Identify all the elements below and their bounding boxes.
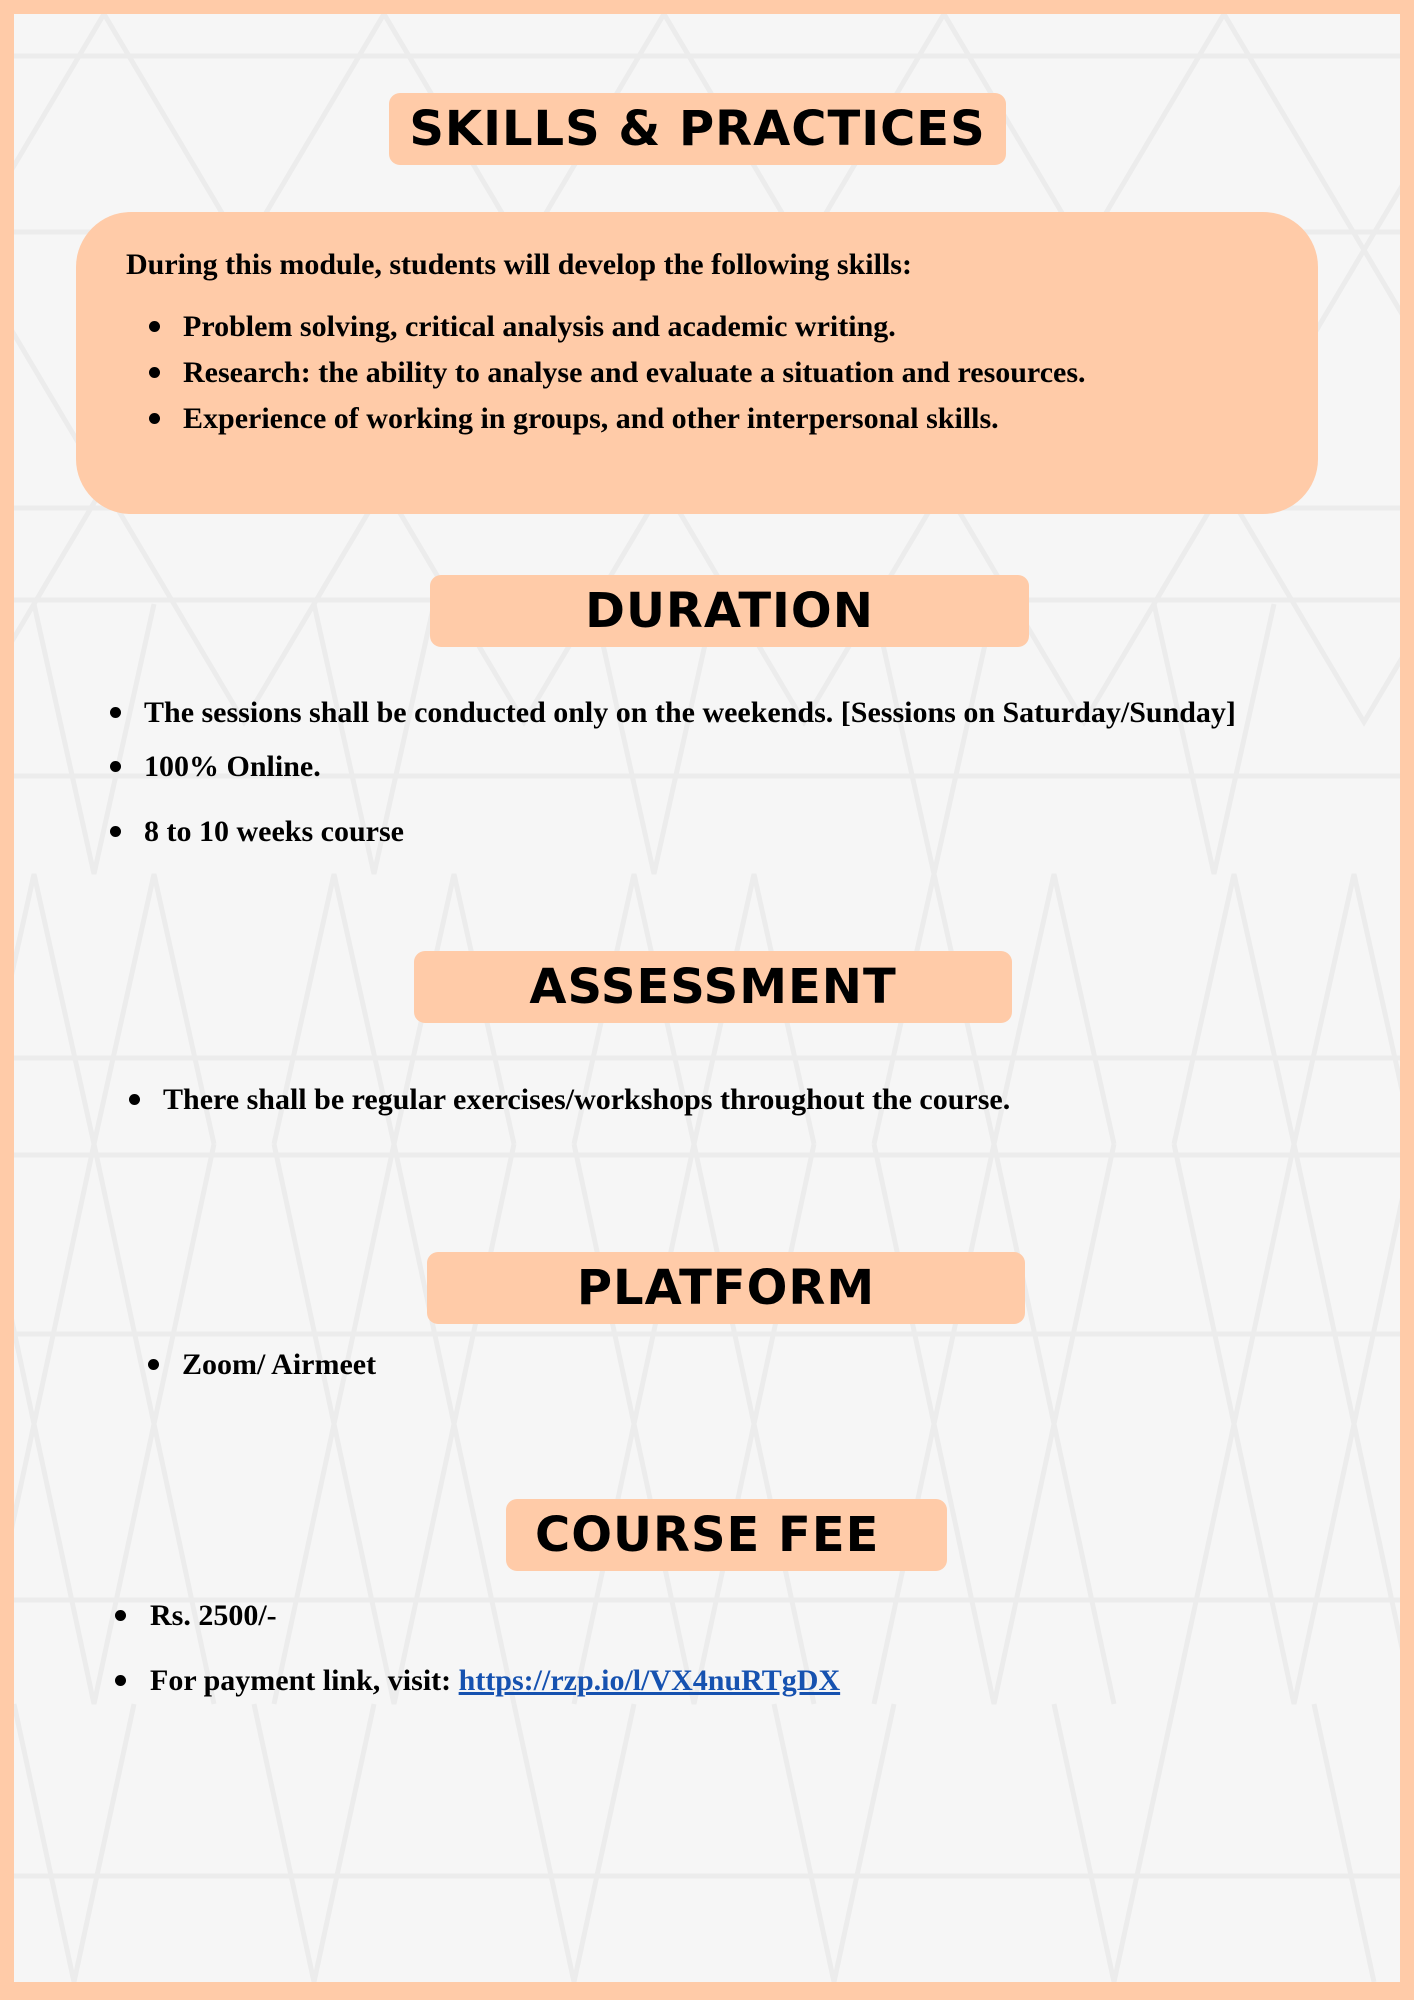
bullet-icon <box>148 1359 159 1370</box>
bullet-icon <box>149 321 160 332</box>
assessment-item: There shall be regular exercises/workshops throughout the course. <box>163 1083 1011 1116</box>
bullet-icon <box>115 1675 126 1686</box>
course-fee-heading: COURSE FEE <box>506 1499 947 1571</box>
skills-intro: During this module, students will develop the following skills: <box>126 248 912 281</box>
duration-item: 100% Online. <box>144 750 321 783</box>
bullet-icon <box>110 761 121 772</box>
skills-item: Problem solving, critical analysis and academic writing. <box>183 310 896 343</box>
bullet-icon <box>149 413 160 424</box>
bullet-icon <box>115 1610 126 1621</box>
page <box>14 14 1400 1982</box>
duration-heading: DURATION <box>430 575 1029 647</box>
platform-item: Zoom/ Airmeet <box>182 1348 377 1381</box>
payment-label: For payment link, visit: <box>150 1664 459 1697</box>
duration-item: The sessions shall be conducted only on the weekends. [Sessions on Saturday/Sunday] <box>144 696 1236 729</box>
skills-item: Research: the ability to analyse and evaluate a situation and resources. <box>183 356 1086 389</box>
payment-link[interactable]: https://rzp.io/l/VX4nuRTgDX <box>458 1664 841 1697</box>
bullet-icon <box>110 826 121 837</box>
skills-heading: SKILLS & PRACTICES <box>389 93 1006 165</box>
assessment-heading: ASSESSMENT <box>414 951 1012 1023</box>
course-fee-price: Rs. 2500/- <box>150 1599 277 1632</box>
bullet-icon <box>129 1094 140 1105</box>
duration-item: 8 to 10 weeks course <box>144 815 404 848</box>
skills-item: Experience of working in groups, and other interpersonal skills. <box>183 402 999 435</box>
platform-heading: PLATFORM <box>427 1252 1025 1324</box>
payment-line <box>150 1663 840 1699</box>
bullet-icon <box>149 367 160 378</box>
bullet-icon <box>110 707 121 718</box>
